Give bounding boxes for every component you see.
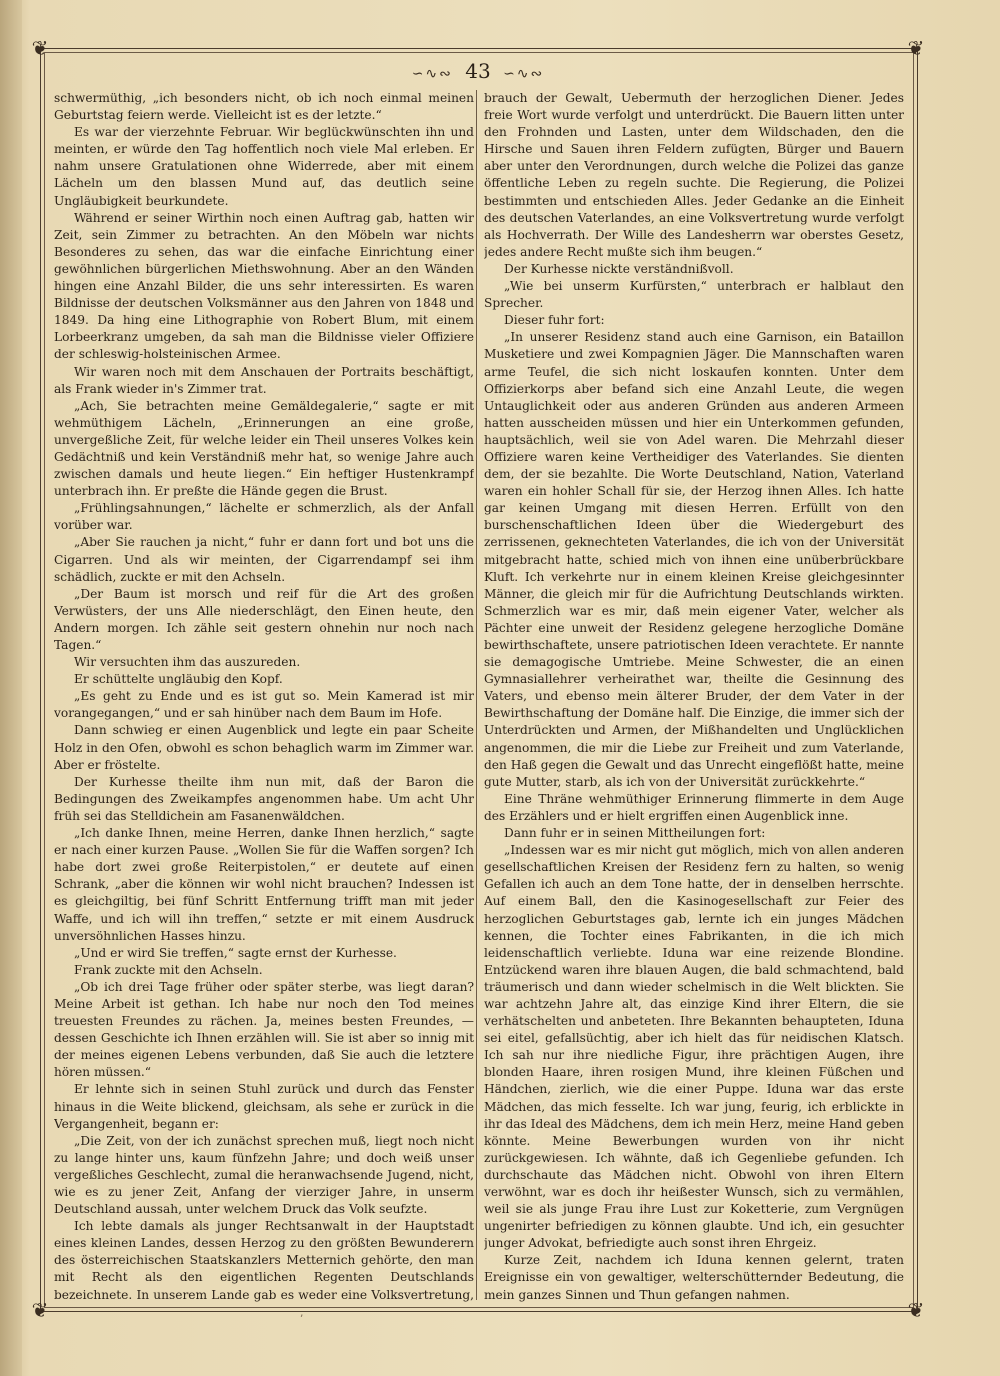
print-mark: ’: [300, 1314, 304, 1325]
paragraph: Es war der vierzehnte Februar. Wir beglückwünschten ihn und meinten, er würde den Tag hoffentlich noch viele Mal erleben. Er nahm unsere Gratulationen ohne Widerrede, aber mit einem Lächeln um den blassen Mund auf, das deutlich seine Ungläubigkeit beurkundete.: [54, 125, 474, 208]
paragraph: „Aber Sie rauchen ja nicht,“ fuhr er dann fort und bot uns die Cigarren. Und als wir meinten, der Cigarrendampf sei ihm schädlich, zuckte er mit den Achseln.: [54, 535, 474, 584]
left-column: [54, 90, 474, 1306]
column-divider: [476, 90, 477, 1300]
paragraph: „Ich danke Ihnen, meine Herren, danke Ihnen herzlich,“ sagte er nach einer kurzen Pause. „Wollen Sie für die Waffen sorgen? Ich habe dort zwei große Reiterpistolen,“ er deutete auf einen Schrank, „aber die können wir wohl nicht brauchen? Indessen ist es gleichgiltig, bei fünf Schritt Entfernung trifft man mit jeder Waffe, und ich will ihn treffen,“ setzte er mit einem Ausdruck unversöhnlichen Hasses hinzu.: [54, 826, 474, 943]
page-header: [378, 58, 578, 84]
paragraph: Er lehnte sich in seinen Stuhl zurück und durch das Fenster hinaus in die Weite blickend, gleichsam, als sehe er zurück in die Vergangenheit, begann er:: [54, 1082, 474, 1131]
header-ornament-left-icon: ∽∿∾: [411, 66, 453, 82]
right-column: [484, 90, 904, 1306]
paragraph: Eine Thräne wehmüthiger Erinnerung flimmerte in dem Auge des Erzählers und er hielt ergriffen einen Augenblick inne.: [484, 791, 904, 823]
paragraph: Frank zuckte mit den Achseln.: [74, 962, 263, 977]
paragraph: Dieser fuhr fort:: [504, 313, 605, 328]
paragraph: Kurze Zeit, nachdem ich Iduna kennen gelernt, traten Ereignisse ein von gewaltiger, welterschütternder Bedeutung, die mein ganzes Sinnen und Thun gefangen nahmen.: [484, 1253, 904, 1302]
corner-ornament-icon: ❦: [31, 36, 49, 60]
paragraph: Ich lebte damals als junger Rechtsanwalt in der Hauptstadt eines kleinen Landes, dessen Herzog zu den größten Bewunderern des österreichischen Staatskanzlers Metternich gehörte, den man mit Recht als den eigentlichen Regenten Deutschlands bezeichnete. In unserem Lande gab es weder eine Volksvertretung,: [54, 1219, 474, 1302]
paragraph: „In unserer Residenz stand auch eine Garnison, ein Bataillon Musketiere und zwei Kompagnien Jäger. Die Mannschaften waren arme Teufel, die sich nicht loskaufen konnten. Unter dem Offizierkorps aber befand sich eine Anzahl Leute, die wegen Untauglichkeit oder aus anderen Gründen aus anderen Armeen hatten ausscheiden müssen und hier ein Unterkommen gefunden, hauptsächlich, weil sie von Adel waren. Die Mehrzahl dieser Offiziere waren keine Vertheidiger des Vaterlandes. Sie dienten dem, der sie bezahlte. Die Worte Deutschland, Nation, Vaterland waren ein hohler Schall für sie, der Herzog ihnen Alles. Ich hatte gar keinen Umgang mit diesen Herren. Erfüllt von den burschenschaftlichen Ideen über die Wiedergeburt des zerrissenen, geknechteten Vaterlandes, die ich von der Universität mitgebracht hatte, schied mich von ihnen eine unüberbrückbare Kluft. Ich verkehrte nur in einem kleinen Kreise gleichgesinnter Männer, die gleich mir für die Aufrichtung Deutschlands wirkten. Schmerzlich war es mir, daß mein eigener Vater, welcher als Pächter eine unweit der Residenz gelegene herzogliche Domäne bewirthschaftete, unsere patriotischen Ideen verachtete. Er nannte sie demagogische Umtriebe. Meine Schwester, die an einen Gymnasiallehrer verheirathet war, theilte die Gesinnung des Vaters, und ebenso mein älterer Bruder, der dem Vater in der Bewirthschaftung der Domäne half. Die Einzige, die immer sich der Unterdrückten und Armen, der Mißhandelten und Unglücklichen angenommen, die mir die Liebe zur Freiheit und zum Vaterlande, den Haß gegen die Gewalt und das Unrecht eingeflößt hatte, meine gute Mutter, starb, als ich von der Universität zurückkehrte.“: [484, 330, 904, 789]
corner-ornament-icon: ❦: [31, 1298, 49, 1322]
corner-ornament-icon: ❦: [907, 36, 925, 60]
paragraph: brauch der Gewalt, Uebermuth der herzoglichen Diener. Jedes freie Wort wurde verfolgt und unterdrückt. Die Bauern litten unter den Frohnden und Lasten, unter dem Wildschaden, den die Hirsche und Sauen ihren Feldern zufügten, Bürger und Bauern aber unter den Verordnungen, durch welche die Polizei das ganze öffentliche Leben zu regeln suchte. Die Regierung, die Polizei bestimmten und entschieden Alles. Jeder Gedanke an die Einheit des deutschen Vaterlandes, an eine Volksvertretung wurde verfolgt als Hochverrath. Der Wille des Landesherrn war oberstes Gesetz, jedes andere Recht mußte sich ihm beugen.“: [484, 91, 904, 259]
paragraph: „Der Baum ist morsch und reif für die Art des großen Verwüsters, der uns Alle niederschlägt, den Einen heute, den Andern morgen. Ich zähle seit gestern ohnehin nur noch nach Tagen.“: [54, 586, 474, 652]
paragraph: „Die Zeit, von der ich zunächst sprechen muß, liegt noch nicht zu lange hinter uns, kaum fünfzehn Jahre; und doch weiß unser vergeßliches Geschlecht, zumal die heranwachsende Jugend, nicht, wie es zu jener Zeit, Anfang der vierziger Jahre, in unserm Deutschland aussah, unter welchem Druck das Volk seufzte.: [54, 1133, 474, 1217]
paragraph: Wir waren noch mit dem Anschauen der Portraits beschäftigt, als Frank wieder in's Zimmer trat.: [54, 364, 474, 396]
binding-gutter: [0, 0, 22, 1376]
paragraph: Er schüttelte ungläubig den Kopf.: [74, 672, 283, 687]
paragraph: „Ob ich drei Tage früher oder später sterbe, was liegt daran? Meine Arbeit ist gethan. Ich habe nur noch den Tod meines treuesten Freundes zu rächen. Ja, meines besten Freundes, — dessen Geschichte ich Ihnen erzählen will. Sie ist aber so innig mit der meines eigenen Lebens verbunden, daß Sie auch die letztere hören müssen.“: [54, 979, 474, 1080]
paragraph: Wir versuchten ihm das auszureden.: [74, 655, 301, 670]
paragraph: „Ach, Sie betrachten meine Gemäldegalerie,“ sagte er mit wehmüthigem Lächeln, „Erinnerungen an eine große, unvergeßliche Zeit, für welche leider ein Theil unseres Volkes kein Gedächtniß und kein Verständniß mehr hat, so wenige Jahre auch zwischen damals und heute liegen.“ Ein heftiger Hustenkrampf unterbrach ihn. Er preßte die Hände gegen die Brust.: [54, 398, 474, 499]
paragraph: „Es geht zu Ende und es ist gut so. Mein Kamerad ist mir vorangegangen,“ und er sah hinüber nach dem Baum im Hofe.: [54, 689, 474, 721]
paragraph: „Wie bei unserm Kurfürsten,“ unterbrach er halblaut den Sprecher.: [484, 279, 904, 311]
paragraph: „Frühlingsahnungen,“ lächelte er schmerzlich, als der Anfall vorüber war.: [54, 501, 474, 533]
paragraph: Während er seiner Wirthin noch einen Auftrag gab, hatten wir Zeit, sein Zimmer zu betrachten. An den Möbeln war nichts Besonderes zu sehen, das war die einfache Einrichtung einer gewöhnlichen bürgerlichen Miethswohnung. Aber an den Wänden hingen eine Anzahl Bilder, die uns sehr interessirten. Es waren Bildnisse der deutschen Volksmänner aus den Jahren von 1848 und 1849. Da hing eine Lithographie von Robert Blum, mit einem Lorbeerkranz umgeben, da sah man die Bildnisse vieler Offiziere der schleswig-holsteinischen Armee.: [54, 210, 474, 362]
paragraph: Dann fuhr er in seinen Mittheilungen fort:: [504, 826, 766, 841]
corner-ornament-icon: ❦: [907, 1298, 925, 1322]
paragraph: „Indessen war es mir nicht gut möglich, mich von allen anderen gesellschaftlichen Kreisen der Residenz fern zu halten, so wenig Gefallen ich auch an dem Tone hatte, der in denselben herrschte. Auf einem Ball, den die Kasinogesellschaft zur Feier des herzoglichen Geburtstages gab, lernte ich ein junges Mädchen kennen, die Tochter eines Fabrikanten, in die ich mich leidenschaftlich verliebte. Iduna war eine reizende Blondine. Entzückend waren ihre blauen Augen, die bald schmachtend, bald träumerisch und dann wieder schelmisch in die Welt blickten. Sie war achtzehn Jahre alt, das einzige Kind ihrer Eltern, die sie verhätschelten und anbeteten. Ihre Bekannten behaupteten, Iduna sei eitel, gefallsüchtig, aber ich hielt das für neidischen Klatsch. Ich sah nur ihre niedliche Figur, ihre prächtigen Augen, ihre blonden Haare, ihren rosigen Mund, ihre kleinen Füßchen und Händchen, zierlich, wie die einer Puppe. Iduna war das erste Mädchen, das mich fesselte. Ich war jung, feurig, ich erblickte in ihr das Ideal des Mädchens, dem ich mein Herz, meine Hand geben könnte. Meine Bewerbungen wurden von ihr nicht zurückgewiesen. Ich wähnte, daß ich Gegenliebe gefunden. Ich durchschaute das Mädchen nicht. Obwohl von ihren Eltern verwöhnt, war es doch ihr heißester Wunsch, sich zu vermählen, weil sie als junge Frau ihre Lust zur Koketterie, zum Vergnügen ungenirter befriedigen zu können glaubte. Und ich, ein gesuchter junger Advokat, befriedigte auch sonst ihren Ehrgeiz.: [484, 843, 904, 1251]
header-ornament-right-icon: ∽∿∾: [503, 66, 545, 82]
paragraph: [484, 1304, 904, 1306]
paragraph: schwermüthig, „ich besonders nicht, ob ich noch einmal meinen Geburtstag feiern werde. Vielleicht ist es der letzte.“: [54, 91, 474, 123]
paragraph: Der Kurhesse nickte verständnißvoll.: [504, 261, 734, 276]
paragraph: „Und er wird Sie treffen,“ sagte ernst der Kurhesse.: [74, 945, 397, 960]
paragraph: Der Kurhesse theilte ihm nun mit, daß der Baron die Bedingungen des Zweikampfes angenommen habe. Um acht Uhr früh sei das Stelldichein am Fasanenwäldchen.: [54, 774, 474, 823]
page-number: 43: [465, 59, 491, 83]
paragraph: Dann schwieg er einen Augenblick und legte ein paar Scheite Holz in den Ofen, obwohl es schon behaglich warm im Zimmer war. Aber er fröstelte.: [54, 723, 474, 772]
